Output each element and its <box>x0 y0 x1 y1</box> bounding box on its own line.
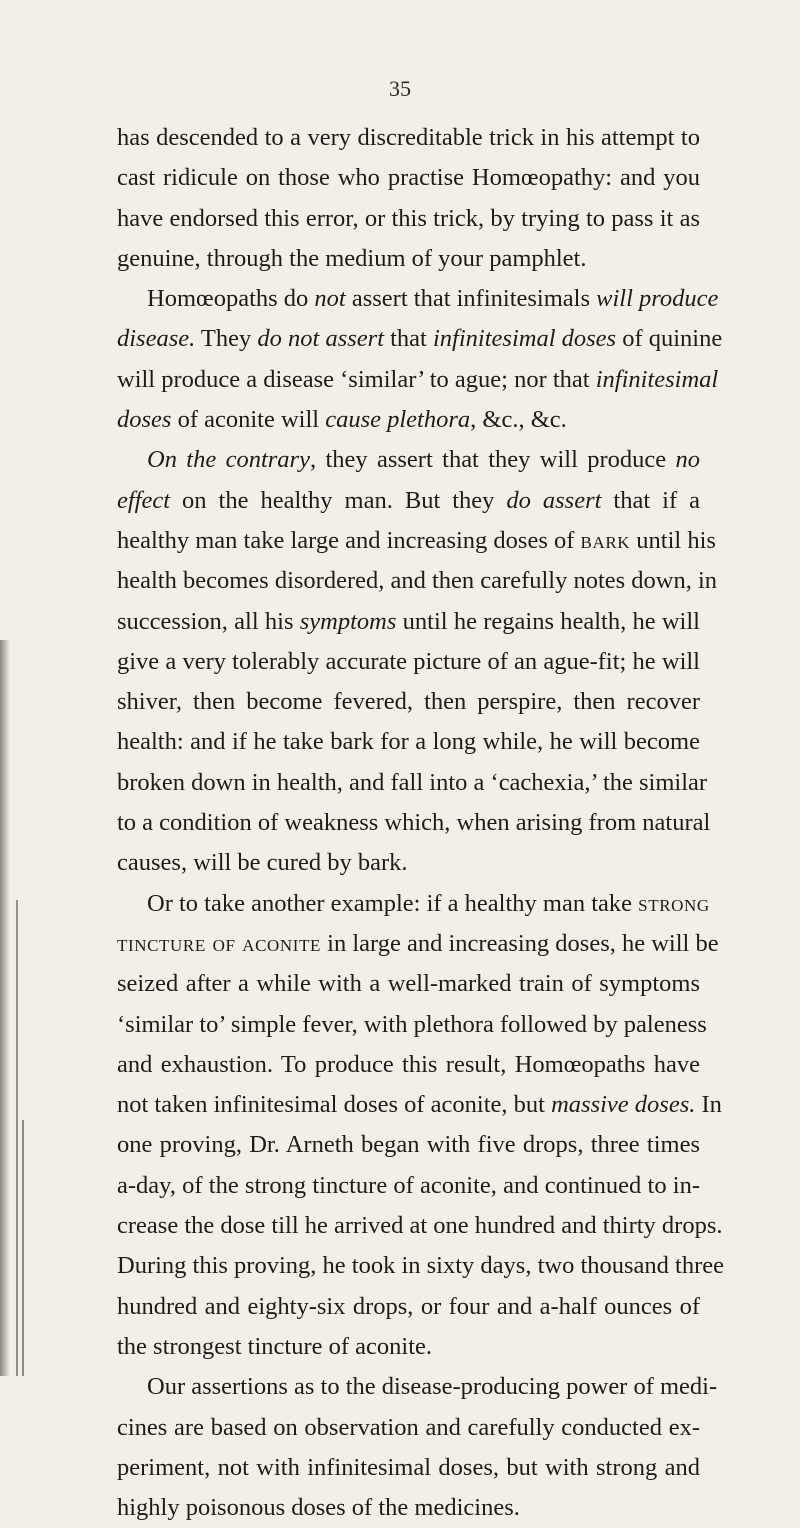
text-line: to a condition of weakness which, when arising from natural <box>117 809 711 837</box>
text-line: During this proving, he took in sixty days, two thousand three <box>117 1252 724 1280</box>
text-line: not taken infinitesimal doses of aconite, but massive doses. In <box>117 1091 722 1119</box>
text-line: will produce a disease ‘similar’ to ague; nor that infinitesimal <box>117 365 719 393</box>
text-line: highly poisonous doses of the medicines. <box>117 1494 520 1522</box>
text-line: doses of aconite will cause plethora, &c., &c. <box>117 406 567 434</box>
text-line: tincture of aconite in large and increasing doses, he will be <box>117 929 719 957</box>
text-line: give a very tolerably accurate picture of an ague-fit; he will <box>117 647 700 675</box>
text-line: Our assertions as to the disease-producing power of medi- <box>147 1373 718 1401</box>
text-line: disease. They do not assert that infinitesimal doses of quinine <box>117 325 723 353</box>
text-line: have endorsed this error, or this trick, by trying to pass it as <box>117 204 700 232</box>
text-line: a-day, of the strong tincture of aconite, and continued to in- <box>117 1171 700 1199</box>
text-line: hundred and eighty-six drops, or four and a-half ounces of <box>117 1292 700 1320</box>
text-line: periment, not with infinitesimal doses, but with strong and <box>117 1453 700 1481</box>
binding-shadow <box>0 640 10 1376</box>
body-text <box>117 118 724 1528</box>
text-line: the strongest tincture of aconite. <box>117 1332 432 1360</box>
text-line: Homœopaths do not assert that infinitesimals will produce <box>147 285 719 313</box>
binding-edge-line <box>16 900 18 1376</box>
text-line: cast ridicule on those who practise Homœopathy: and you <box>117 164 700 192</box>
binding-edge-line-inner <box>22 1120 24 1376</box>
text-line: effect on the healthy man. But they do assert that if a <box>117 486 700 514</box>
text-line: cines are based on observation and carefully conducted ex- <box>117 1413 700 1441</box>
text-line: ‘similar to’ simple fever, with plethora followed by paleness <box>117 1010 707 1038</box>
text-line: healthy man take large and increasing doses of bark until his <box>117 526 716 554</box>
page-number: 35 <box>389 76 411 101</box>
text-line: seized after a while with a well-marked train of symptoms <box>117 970 700 998</box>
text-line: Or to take another example: if a healthy man take strong <box>147 889 710 917</box>
text-line: succession, all his symptoms until he regains health, he will <box>117 607 700 635</box>
text-line: genuine, through the medium of your pamphlet. <box>117 244 587 272</box>
text-line: health becomes disordered, and then carefully notes down, in <box>117 567 718 595</box>
text-line: crease the dose till he arrived at one hundred and thirty drops. <box>117 1212 723 1240</box>
text-line: health: and if he take bark for a long while, he will become <box>117 728 700 756</box>
text-line: broken down in health, and fall into a ‘cachexia,’ the similar <box>117 768 708 796</box>
text-line: causes, will be cured by bark. <box>117 849 408 877</box>
text-line: one proving, Dr. Arneth began with five drops, three times <box>117 1131 700 1159</box>
text-line: shiver, then become fevered, then perspire, then recover <box>117 688 700 716</box>
text-line: and exhaustion. To produce this result, Homœopaths have <box>117 1050 700 1078</box>
text-line: On the contrary, they assert that they will produce no <box>147 446 701 474</box>
text-line: has descended to a very discreditable trick in his attempt to <box>117 124 700 151</box>
